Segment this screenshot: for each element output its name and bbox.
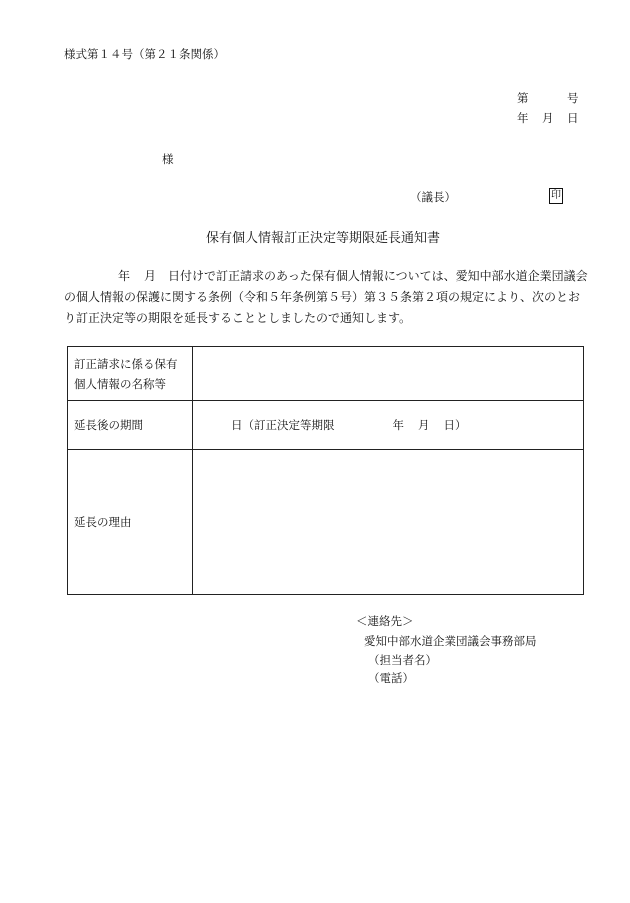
number-dai: 第 bbox=[517, 91, 529, 105]
seal-mark: 印 bbox=[549, 188, 563, 204]
body-line-3: り訂正決定等の期限を延長することとしましたので通知します。 bbox=[64, 311, 412, 325]
record-name-label-line-1: 訂正請求に係る保有 bbox=[74, 356, 178, 371]
document-title: 保有個人情報訂正決定等期限延長通知書 bbox=[206, 231, 441, 246]
table-row bbox=[68, 401, 584, 450]
contact-phone: （電話） bbox=[368, 671, 414, 685]
date-month: 月 bbox=[542, 111, 554, 125]
period-year: 年 bbox=[392, 418, 404, 432]
addressee-suffix: 様 bbox=[162, 152, 174, 166]
form-number: 様式第１４号（第２１条関係） bbox=[64, 47, 225, 61]
contact-person: （担当者名） bbox=[368, 653, 437, 667]
record-name-value bbox=[193, 347, 584, 401]
period-day: 日（訂正決定等期限 bbox=[231, 418, 335, 432]
table-row bbox=[68, 450, 584, 595]
period-month: 月 bbox=[418, 418, 430, 432]
contact-heading: ＜連絡先＞ bbox=[356, 614, 414, 628]
extension-reason-value bbox=[193, 450, 584, 595]
body-line-1 bbox=[64, 266, 586, 287]
record-name-label-line-2: 個人情報の名称等 bbox=[74, 376, 166, 391]
number-go: 号 bbox=[567, 91, 579, 105]
table-row bbox=[68, 347, 584, 401]
body-paragraph bbox=[64, 266, 586, 329]
extension-reason-label: 延長の理由 bbox=[68, 450, 193, 595]
period-day-end: 日） bbox=[443, 418, 467, 432]
record-name-label bbox=[68, 347, 193, 401]
body-line-1-text: 日付けで訂正請求のあった保有個人情報については、愛知中部水道企業団議会 bbox=[168, 269, 588, 283]
contact-office: 愛知中部水道企業団議会事務部局 bbox=[364, 634, 537, 648]
extension-form-table bbox=[67, 346, 584, 595]
sender-title: （議長） bbox=[410, 190, 456, 204]
extended-period-label: 延長後の期間 bbox=[68, 401, 193, 450]
extended-period-value bbox=[193, 401, 584, 450]
body-year: 年 bbox=[118, 269, 131, 283]
body-month: 月 bbox=[144, 269, 157, 283]
body-line-2: の個人情報の保護に関する条例（令和５年条例第５号）第３５条第２項の規定により、次のとお bbox=[64, 290, 581, 304]
date-year: 年 bbox=[517, 111, 529, 125]
date-day: 日 bbox=[567, 111, 579, 125]
